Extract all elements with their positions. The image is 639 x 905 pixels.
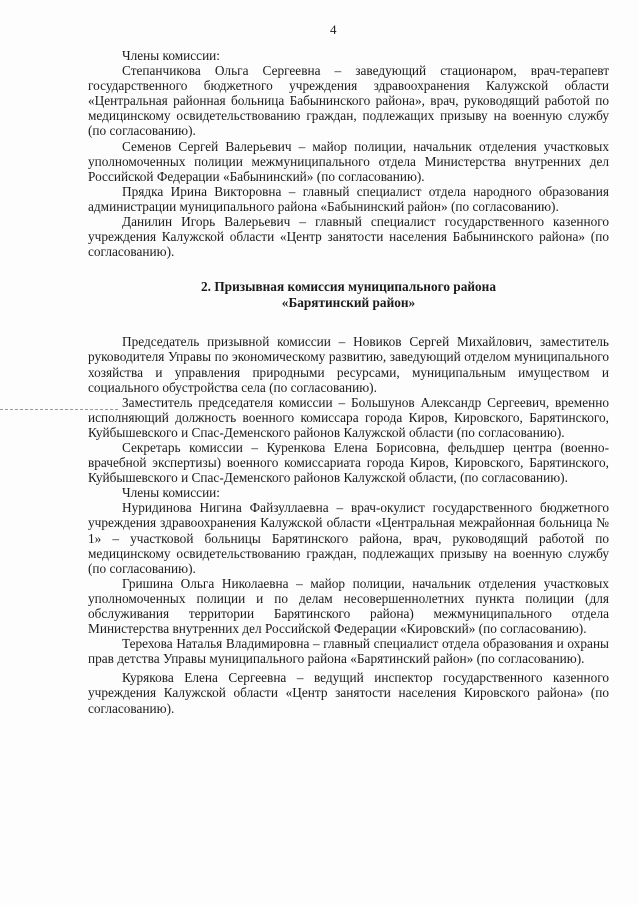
members-label: Члены комиссии: [122,485,220,501]
member-paragraph: Нуридинова Нигина Файзуллаевна – врач-окулист государственного бюджетного учреждения здравоохранения Калужской области «Центральная межрайонная больница № 1» – участковой больницы Барятинского района, врач, руководящий работой по медицинскому освидетельствованию граждан, подлежащих призыву на военную службу (по согласованию). [88,500,609,576]
page-number: 4 [330,22,337,37]
document-body [88,48,609,716]
secretary-paragraph: Секретарь комиссии – Куренкова Елена Борисовна, фельдшер центра (военно-врачебной экспертизы) военного комиссариата города Киров, Кировского, Барятинского, Куйбышевского и Спас-Деменского районов Калужской области, (по согласованию). [88,439,609,486]
member-paragraph: Степанчикова Ольга Сергеевна – заведующий стационаром, врач-терапевт государственного бюджетного учреждения здравоохранения Калужской области «Центральная районная больница Бабынинского района», врач, руководящий работой по медицинскому освидетельствованию граждан, подлежащих призыву на военную службу (по согласованию). [88,63,609,139]
section-heading-line: 2. Призывная комиссия муниципального района [201,279,496,295]
member-paragraph: Терехова Наталья Владимировна – главный специалист отдела образования и охраны прав детства Управы муниципального района «Барятинский район» (по согласованию). [88,636,609,667]
section-heading [88,279,609,310]
member-paragraph: Курякова Елена Сергеевна – ведущий инспектор государственного казенного учреждения Калужской области «Центр занятости населения Кировского района» (по согласованию). [88,670,609,716]
section-heading-line: «Барятинский район» [281,294,416,310]
member-paragraph: Гришина Ольга Николаевна – майор полиции, начальник отделения участковых уполномоченных полиции и по делам несовершеннолетних пункта полиции (для обслуживания территории Барятинского района) межмуниципального отдела Министерства внутренних дел Российской Федерации «Кировский» (по согласованию). [88,575,609,637]
members-label: Члены комиссии: [122,48,220,63]
deputy-chairman-paragraph: Заместитель председателя комиссии – Большунов Александр Сергеевич, временно исполняющий должность военного комиссара города Киров, Кировского, Барятинского, Куйбышевского и Спас-Деменского районов Калужской области (по согласованию). [88,394,609,440]
member-paragraph: Данилин Игорь Валерьевич – главный специалист государственного казенного учреждения Калужской области «Центр занятости населения Бабынинского района» (по согласованию). [88,214,609,260]
member-paragraph: Прядка Ирина Викторовна – главный специалист отдела народного образования администрации муниципального района «Бабынинский район» (по согласованию). [88,183,609,214]
chairman-paragraph: Председатель призывной комиссии – Новиков Сергей Михайлович, заместитель руководителя Управы по экономическому развитию, заведующий отделом муниципального хозяйства и управления природными ресурсами, муниципальным имуществом и социального обустройства села (по согласованию). [88,334,609,395]
member-paragraph: Семенов Сергей Валерьевич – майор полиции, начальник отделения участковых уполномоченных полиции межмуниципального отдела Министерства внутренних дел Российской Федерации «Бабынинский» (по согласованию). [88,138,609,184]
